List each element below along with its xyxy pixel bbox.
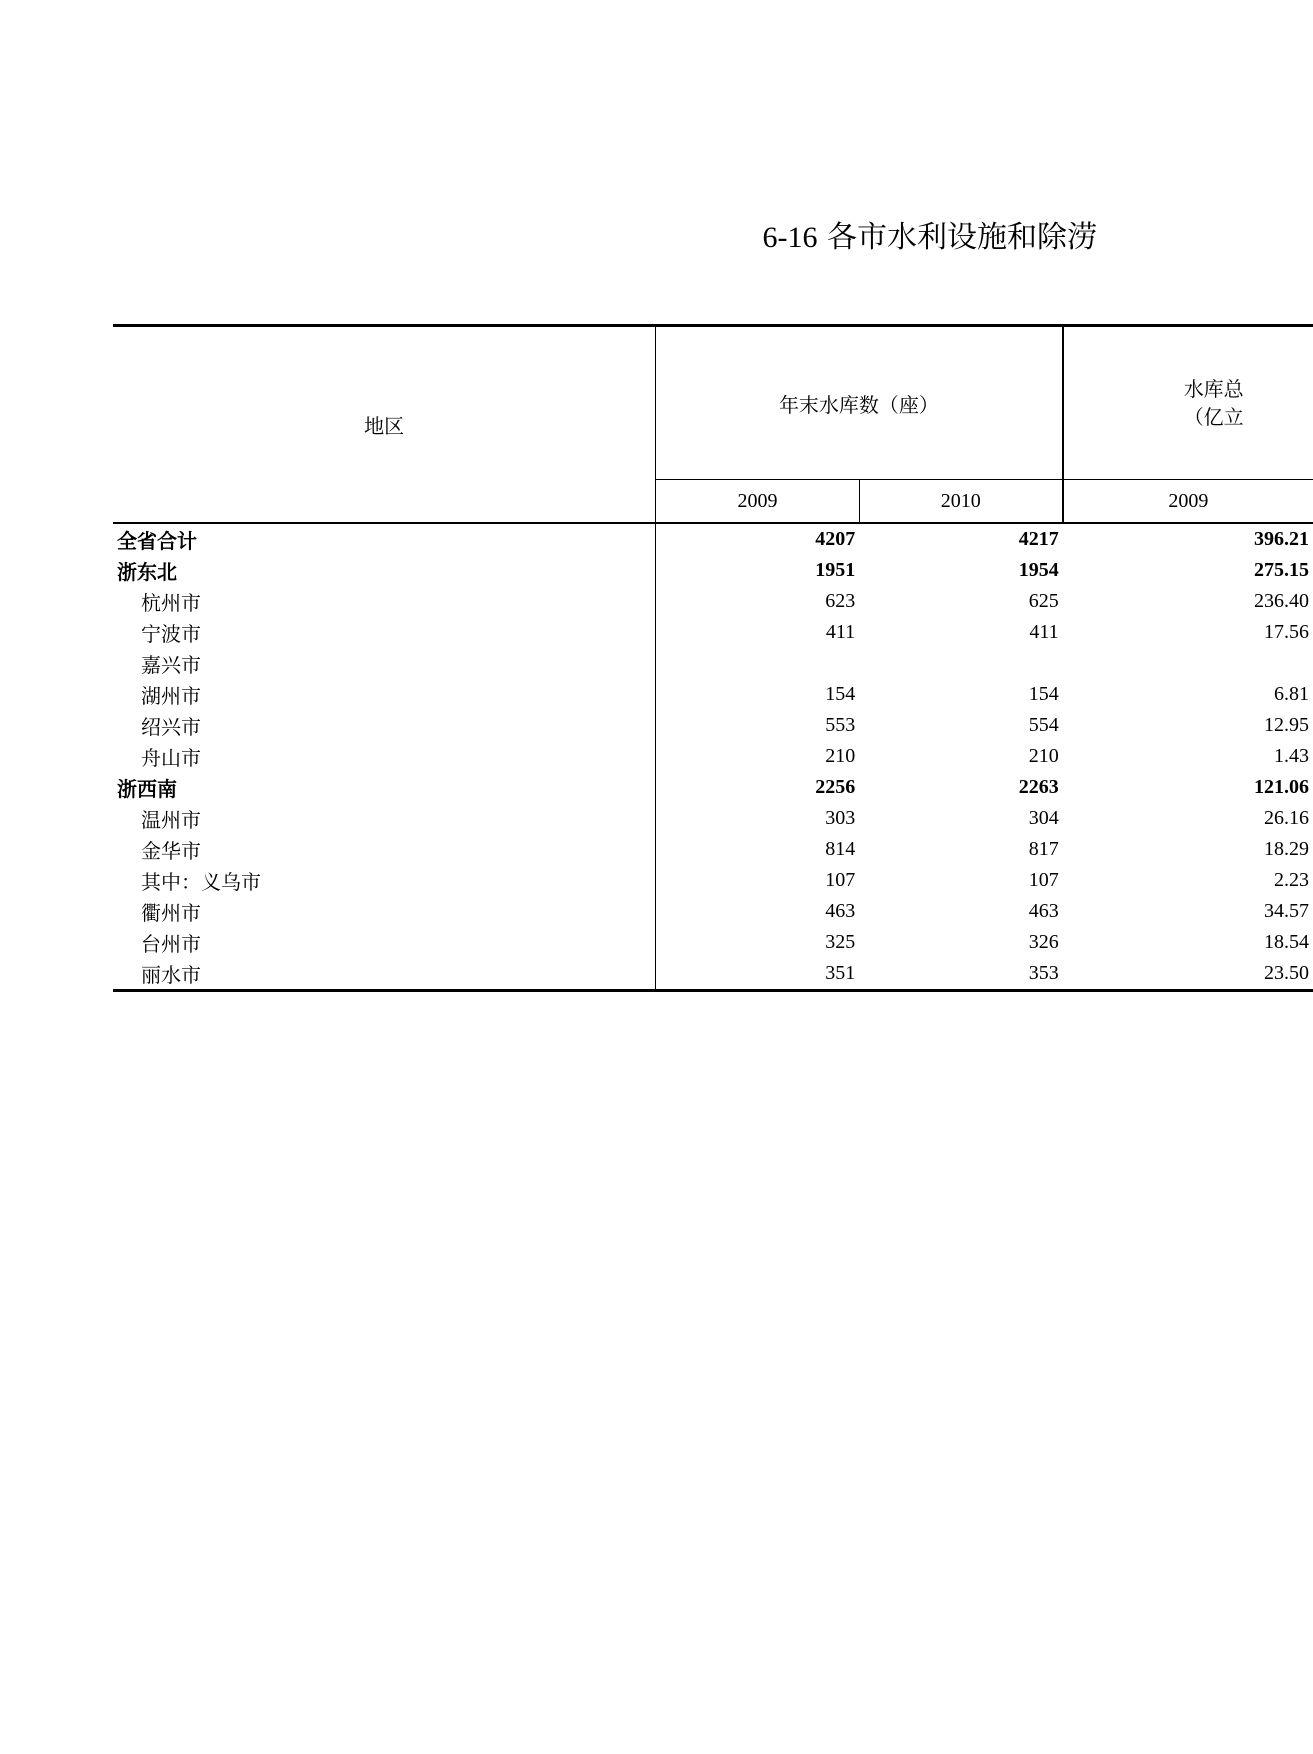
value-cell: 2.23 <box>1274 869 1309 891</box>
value-cell: 23.50 <box>1063 958 1313 991</box>
value-cell: 463 <box>825 900 856 922</box>
region-cell: 舟山市 <box>113 741 656 772</box>
region-cell: 其中：义乌市 <box>113 865 656 896</box>
value-cell: 2263 <box>1018 776 1059 798</box>
table-row <box>113 772 1313 803</box>
region-cell: 温州市 <box>113 803 656 834</box>
year-header: 2009 <box>656 480 860 524</box>
table-row <box>113 586 1313 617</box>
value-cell: 17.56 <box>1264 621 1309 643</box>
value-cell: 463 <box>1028 900 1059 922</box>
table-row <box>113 834 1313 865</box>
value-cell: 18.29 <box>1264 838 1309 860</box>
value-cell: 107 <box>825 869 856 891</box>
reservoir-count-header: 年末水库数（座） <box>656 326 1063 480</box>
table-row <box>113 927 1313 958</box>
table-row <box>113 803 1313 834</box>
value-cell: 1.43 <box>1274 745 1309 767</box>
value-cell: 303 <box>825 807 856 829</box>
value-cell: 396.21 <box>1254 528 1309 550</box>
region-cell: 衢州市 <box>113 896 656 927</box>
value-cell: 411 <box>1029 621 1059 643</box>
value-cell <box>859 648 1063 679</box>
region-cell: 湖州市 <box>113 679 656 710</box>
value-cell: 275.15 <box>1254 559 1309 581</box>
table-row <box>113 958 1313 991</box>
region-cell: 台州市 <box>113 927 656 958</box>
value-cell: 12.95 <box>1264 714 1309 736</box>
value-cell: 411 <box>825 621 856 643</box>
value-cell: 623 <box>825 590 856 612</box>
reservoir-capacity-header-line2: （亿立 <box>1183 405 1244 429</box>
table-row <box>113 555 1313 586</box>
table-row <box>113 617 1313 648</box>
table-row <box>113 865 1313 896</box>
year-header: 2010 <box>940 489 981 512</box>
value-cell: 34.57 <box>1264 900 1309 922</box>
region-cell: 绍兴市 <box>113 710 656 741</box>
table-row <box>113 896 1313 927</box>
table-row <box>113 648 1313 679</box>
region-cell: 浙东北 <box>113 555 656 586</box>
value-cell: 2256 <box>815 776 856 798</box>
value-cell: 1954 <box>1018 559 1059 581</box>
value-cell: 326 <box>1028 931 1059 953</box>
year-header: 2009 <box>1063 480 1313 524</box>
value-cell <box>1063 648 1313 679</box>
value-cell: 351 <box>656 958 860 991</box>
table-body <box>113 523 1313 991</box>
region-cell: 丽水市 <box>113 958 656 991</box>
value-cell: 18.54 <box>1264 931 1309 953</box>
table-row <box>113 710 1313 741</box>
table-row <box>113 523 1313 555</box>
value-cell: 1951 <box>815 559 856 581</box>
value-cell: 353 <box>859 958 1063 991</box>
value-cell: 26.16 <box>1264 807 1309 829</box>
value-cell: 154 <box>1028 683 1059 705</box>
value-cell: 553 <box>825 714 856 736</box>
region-cell: 全省合计 <box>113 523 656 555</box>
value-cell: 6.81 <box>1274 683 1309 705</box>
region-cell: 杭州市 <box>113 586 656 617</box>
value-cell: 814 <box>825 838 856 860</box>
value-cell: 554 <box>1028 714 1059 736</box>
value-cell: 4217 <box>1018 528 1059 550</box>
value-cell: 121.06 <box>1254 776 1309 798</box>
value-cell: 236.40 <box>1254 590 1309 612</box>
value-cell: 4207 <box>815 528 856 550</box>
title-number: 6-16 <box>762 221 818 254</box>
region-column-header: 地区 <box>113 326 656 524</box>
reservoir-table <box>113 324 1313 992</box>
region-cell: 嘉兴市 <box>113 648 656 679</box>
value-cell <box>656 648 860 679</box>
value-cell: 107 <box>1028 869 1059 891</box>
data-table-viewport <box>113 324 1309 990</box>
value-cell: 817 <box>1028 838 1059 860</box>
page-title <box>0 218 1097 258</box>
value-cell: 304 <box>1028 807 1059 829</box>
value-cell: 325 <box>825 931 856 953</box>
region-cell: 宁波市 <box>113 617 656 648</box>
table-row <box>113 741 1313 772</box>
table-row <box>113 679 1313 710</box>
value-cell: 154 <box>825 683 856 705</box>
value-cell: 210 <box>1028 745 1059 767</box>
value-cell: 625 <box>1028 590 1059 612</box>
title-text: 各市水利设施和除涝 <box>827 220 1097 255</box>
region-cell: 金华市 <box>113 834 656 865</box>
region-cell: 浙西南 <box>113 772 656 803</box>
value-cell: 210 <box>825 745 856 767</box>
reservoir-capacity-header-line1: 水库总 <box>1183 377 1244 401</box>
reservoir-capacity-header <box>1063 326 1313 480</box>
